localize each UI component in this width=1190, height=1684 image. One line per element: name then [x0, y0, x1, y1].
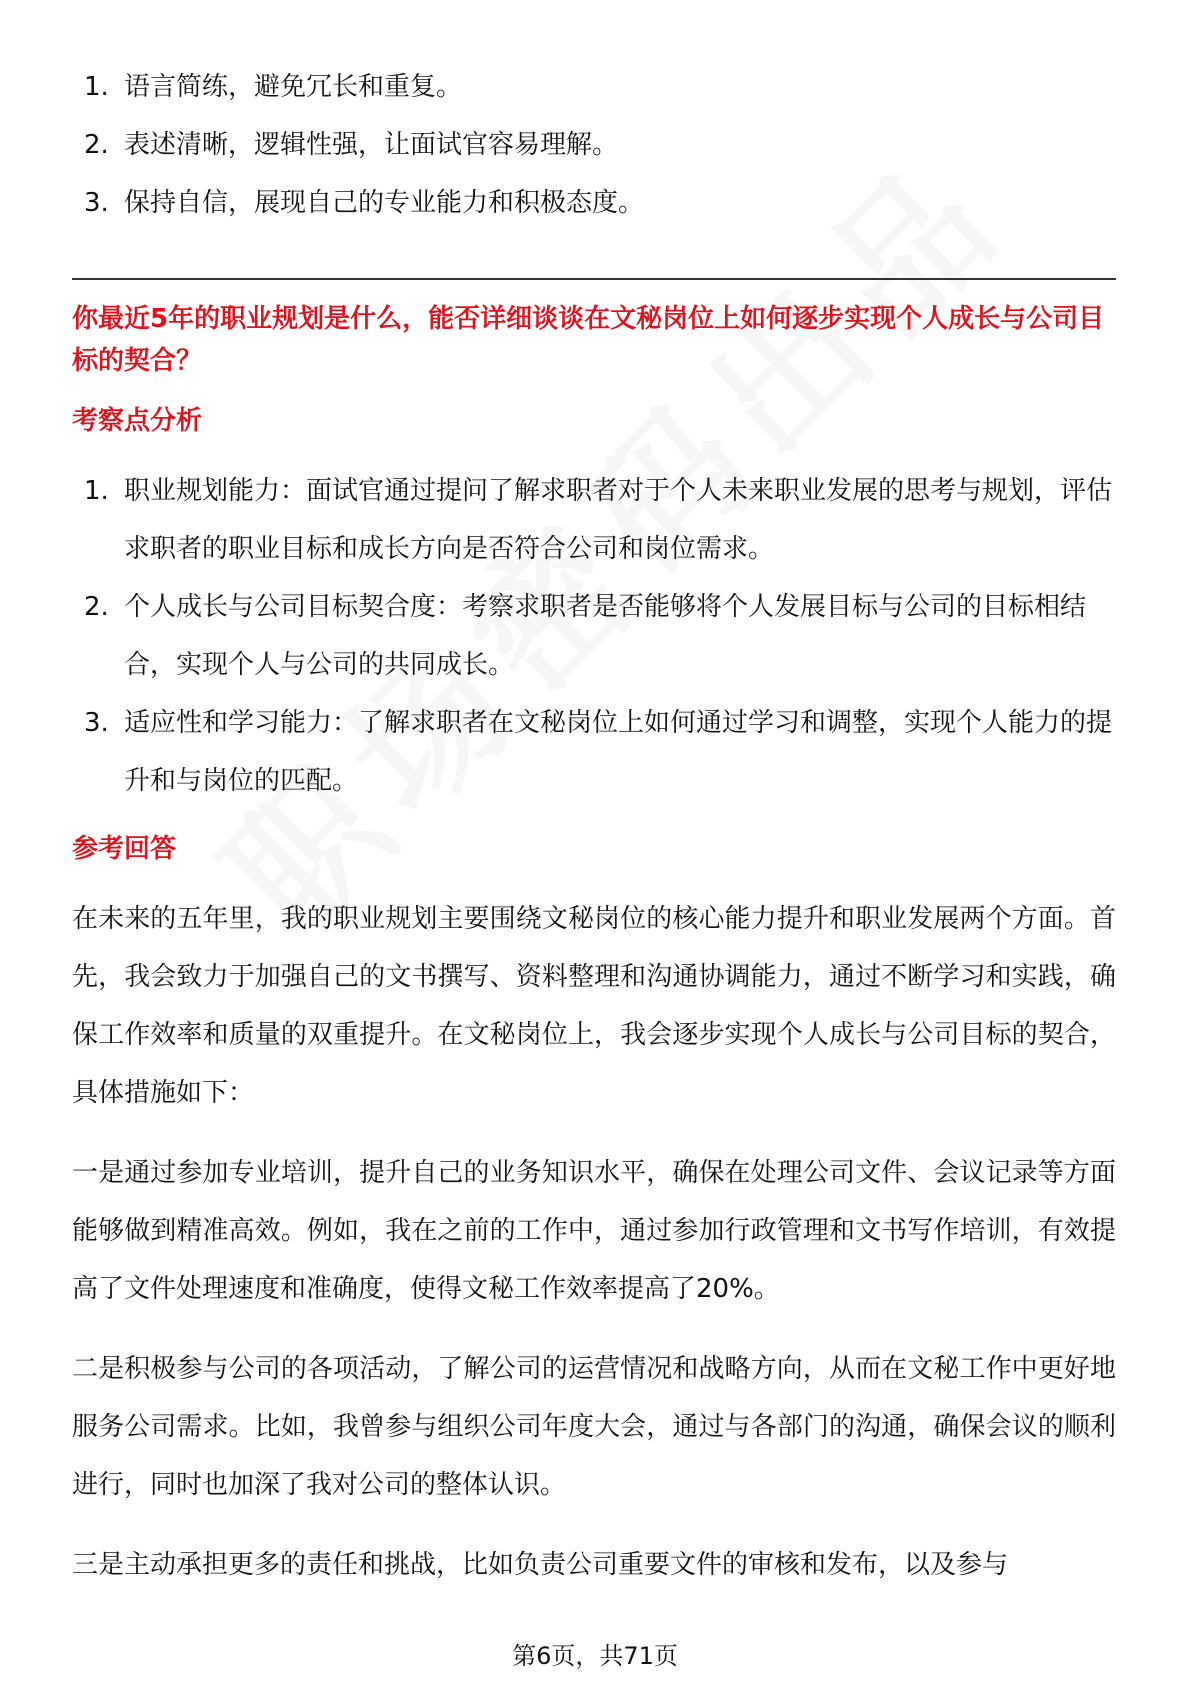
analysis-list — [72, 462, 1116, 810]
analysis-heading: 考察点分析 — [72, 406, 203, 436]
list-item — [72, 174, 1116, 232]
list-number: 3. — [84, 708, 109, 738]
list-item-text: 表述清晰，逻辑性强，让面试官容易理解。 — [124, 130, 619, 160]
question-title: 你最近5年的职业规划是什么，能否详细谈谈在文秘岗位上如何逐步实现个人成长与公司目标的契合？ — [72, 304, 1105, 376]
answer-paragraph: 二是积极参与公司的各项活动，了解公司的运营情况和战略方向，从而在文秘工作中更好地服务公司需求。比如，我曾参与组织公司年度大会，通过与各部门的沟通，确保会议的顺利进行，同时也加深了我对公司的整体认识。 — [72, 1354, 1116, 1500]
list-number: 3. — [84, 188, 109, 218]
answer-paragraph: 三是主动承担更多的责任和挑战，比如负责公司重要文件的审核和发布，以及参与 — [72, 1550, 1009, 1580]
list-number: 2. — [84, 592, 109, 622]
answer-paragraph: 一是通过参加专业培训，提升自己的业务知识水平，确保在处理公司文件、会议记录等方面能够做到精准高效。例如，我在之前的工作中，通过参加行政管理和文书写作培训，有效提高了文件处理速度和准确度，使得文秘工作效率提高了20%。 — [72, 1158, 1116, 1304]
list-item — [72, 578, 1116, 694]
list-number: 2. — [84, 130, 109, 160]
page-footer: 第6页，共71页 — [512, 1642, 678, 1670]
list-item — [72, 462, 1116, 578]
list-item — [72, 58, 1116, 116]
list-item — [72, 694, 1116, 810]
answer-paragraph: 在未来的五年里，我的职业规划主要围绕文秘岗位的核心能力提升和职业发展两个方面。首先，我会致力于加强自己的文书撰写、资料整理和沟通协调能力，通过不断学习和实践，确保工作效率和质量的双重提升。在文秘岗位上，我会逐步实现个人成长与公司目标的契合，具体措施如下： — [72, 904, 1116, 1108]
list-number: 1. — [84, 72, 109, 102]
list-number: 1. — [84, 476, 109, 506]
section-divider — [72, 278, 1116, 280]
answer-heading: 参考回答 — [72, 834, 177, 864]
list-item-text: 个人成长与公司目标契合度：考察求职者是否能够将个人发展目标与公司的目标相结合，实现个人与公司的共同成长。 — [124, 592, 1087, 680]
list-item-text: 职业规划能力：面试官通过提问了解求职者对于个人未来职业发展的思考与规划，评估求职者的职业目标和成长方向是否符合公司和岗位需求。 — [124, 476, 1113, 564]
list-item-text: 保持自信，展现自己的专业能力和积极态度。 — [124, 188, 645, 218]
page-content — [72, 58, 1116, 1616]
list-item — [72, 116, 1116, 174]
list-item-text: 适应性和学习能力：了解求职者在文秘岗位上如何通过学习和调整，实现个人能力的提升和与岗位的匹配。 — [124, 708, 1113, 796]
tips-list — [72, 58, 1116, 232]
list-item-text: 语言简练，避免冗长和重复。 — [124, 72, 463, 102]
